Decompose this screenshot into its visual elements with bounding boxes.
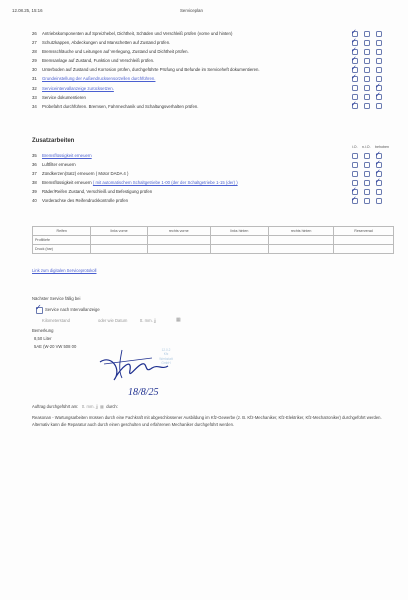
check-icon: ✓ [351,185,357,194]
item-text: Probefahrt durchführen. Bremsen, Fahrmechanik und Schaltungsverhalten prüfen. [42,103,199,109]
check-icon: ✓ [375,149,381,158]
status-checkboxes [351,63,392,74]
item-text: Antriebskomponenten auf Spreizhebel, Dichtheit, Schäden und Verschleiß prüfen (vorne und hinten) [42,31,233,36]
status-checkbox[interactable] [364,76,370,82]
tire-table-header: Reserverad [334,227,394,236]
service-protocol-link[interactable]: Link zum digitalen Serviceprotokoll [32,268,97,273]
status-checkboxes [351,100,392,110]
status-checkbox[interactable] [364,153,370,159]
column-header-io: i.O. [352,145,358,149]
list-item [32,72,357,83]
status-checkbox[interactable] [376,31,382,37]
status-checkbox[interactable] [364,67,370,73]
check-icon: ✓ [351,63,357,72]
footer-date-field[interactable]: tt. mm. jj [81,404,98,409]
list-item [32,27,357,38]
check-icon: ✓ [375,176,381,185]
check-icon: ✓ [351,27,357,36]
check-icon: ✓ [351,72,357,81]
signature-date: 18/8/25 [128,387,159,398]
list-item [32,100,357,111]
item-text: Räder/Reifen Zustand, Verschleiß und Befestigung prüfen [42,189,153,195]
list-item [32,45,357,56]
status-checkbox[interactable] [364,58,370,64]
status-checkbox[interactable] [376,189,382,195]
table-cell[interactable] [334,236,394,245]
item-extra-link[interactable]: ( mit automatischem Schaltgetriebe 1-00 (der der Schaltgetriebe 1-15 (der) ) [92,180,238,186]
item-number: 32 [32,85,37,91]
item-text[interactable]: Grundeinstellung der Außendrucksensorzellen durchführen. [42,76,156,82]
item-number: 39 [32,189,37,195]
list-item [32,194,357,205]
item-text: Unterboden auf Zustand und Korrosion prüfen, durchgeführte Prüfung und Befunde im Serviceheft dokumentieren. [42,67,260,73]
tire-table-header: Reifen [33,227,91,236]
status-checkbox[interactable] [376,58,382,64]
footer-line [32,404,118,409]
status-checkbox[interactable] [376,67,382,73]
table-cell[interactable] [210,236,268,245]
list-item [32,63,357,74]
item-number: 35 [32,153,37,158]
list-item [32,54,357,65]
status-checkbox[interactable] [352,171,358,177]
document-title: Serviceplan [180,8,203,13]
print-datetime: 12.08.25, 15:16 [12,8,43,13]
next-service-heading: Nächster Service fällig bei [32,296,81,301]
table-row [33,236,394,245]
item-number: 38 [32,180,37,186]
item-number: 26 [32,31,37,36]
status-checkbox[interactable] [364,85,370,91]
item-text: Luftfilter erneuern [42,162,76,168]
status-checkbox[interactable] [376,76,382,82]
status-checkbox[interactable] [376,49,382,55]
status-checkboxes [352,149,392,160]
km-field[interactable]: Kilometerstand [42,318,70,323]
item-text[interactable]: Bremsflüssigkeit erneuern [42,153,92,158]
status-checkboxes [352,167,392,178]
item-text: Bremsschläuche und Leitungen auf Verlegung, Zustand und Dichtheit prüfen. [42,49,189,55]
table-cell[interactable] [334,245,394,254]
remark-label: Bemerkung [32,328,54,333]
check-icon: ✓ [351,36,357,45]
item-text: Zündkerzen(Satz) erneuern ( Motor DADA 4 ) [42,171,129,177]
status-checkboxes [352,176,392,187]
table-row [33,245,394,254]
status-checkbox[interactable] [364,180,370,186]
list-item [32,36,357,47]
tire-table-header: rechts vorne [147,227,210,236]
table-cell[interactable] [210,245,268,254]
status-checkbox[interactable] [364,40,370,46]
tire-table-header: links vorne [91,227,147,236]
legal-note: Reasonan - Wartungsarbeiten müssen durch eine Fachkraft mit abgeschlossener Ausbildung im Kfz-Gewerbe (z. B. Kfz-Mechaniker, Kfz-Elektriker, Kfz-Mechatroniker) durchgeführt werden. Alternativ kann die Reparatur auch durch einen geschulten und erfahrenen Mechaniker durchgeführt werden. [32,415,382,427]
table-cell[interactable] [91,236,147,245]
status-checkboxes [351,72,392,83]
check-icon: ✓ [351,100,357,109]
signature [92,340,182,400]
list-item [32,176,381,187]
status-checkbox[interactable] [376,198,382,204]
item-number: 27 [32,40,37,46]
item-number: 36 [32,162,37,168]
list-item [32,149,381,160]
item-text: Service dokumentieren [42,94,86,100]
check-icon: ✓ [375,158,381,167]
calendar-icon[interactable]: ▦ [99,404,104,409]
check-icon: ✓ [351,54,357,63]
interval-option-label: Service nach Intervallanzeige [45,307,100,312]
status-checkboxes [351,54,392,65]
status-checkbox[interactable] [364,198,370,204]
item-text: Bremsflüssigkeit erneuern [42,180,92,186]
table-cell[interactable] [269,245,334,254]
status-checkboxes [352,91,392,101]
table-cell[interactable] [269,236,334,245]
status-checkbox[interactable] [352,180,358,186]
column-header-behoben: behoben [375,145,389,149]
list-item [32,185,357,196]
check-icon: ✓ [35,303,42,312]
service-items-list [32,27,381,111]
list-item [32,91,381,102]
table-cell[interactable] [147,245,210,254]
item-number: 33 [32,94,37,100]
column-header-nio: n.i.O. [362,145,371,149]
tire-table-header: rechts hinten [269,227,334,236]
footer-by-label: durch: [106,404,118,409]
status-checkbox[interactable] [364,189,370,195]
status-checkbox[interactable] [364,103,370,109]
status-checkboxes [351,27,392,38]
footer-label: Auftrag durchgeführt am: [32,404,79,409]
item-number: 30 [32,67,37,73]
status-checkbox[interactable] [352,162,358,168]
status-checkboxes [351,185,392,196]
status-checkboxes [351,45,392,56]
remark-line: 8,50 Liter [34,336,52,341]
table-cell[interactable] [91,245,147,254]
status-checkboxes [352,82,392,92]
item-text: Vorderachse des Reifendruckkontrolle prüfen [42,198,128,204]
status-checkbox[interactable] [364,49,370,55]
row-label: Druck (bar) [33,245,91,254]
row-label: Profiltiefe [33,236,91,245]
workshop-stamp: 12.0.2 Kfz Werkstatt GmbH [159,348,173,366]
check-icon: ✓ [375,167,381,176]
list-item [32,82,381,93]
item-number: 28 [32,49,37,55]
tire-table-header: links hinten [210,227,268,236]
item-text: Schutzkappen, Abdeckungen und Manschetten auf Zustand prüfen. [42,40,171,46]
status-checkboxes [352,158,392,169]
status-checkboxes [351,36,392,47]
status-checkboxes [351,194,392,205]
or-date-label: oder wie Datum [98,318,128,323]
item-text[interactable]: Serviceintervallanzeige zurücksetzen. [42,85,114,91]
status-checkbox[interactable] [364,31,370,37]
status-checkbox[interactable] [364,162,370,168]
item-number: 37 [32,171,37,177]
item-number: 40 [32,198,37,204]
check-icon: ✓ [351,194,357,203]
status-checkbox[interactable] [364,171,370,177]
item-text: Bremsanlage auf Zustand, Funktion und Verschleiß prüfen. [42,58,155,64]
check-icon: ✓ [375,82,381,91]
tire-table [32,226,394,254]
list-item [32,158,381,169]
remark-line: 5AE (W-20 VW 508 00 [34,344,77,349]
calendar-icon[interactable]: ▦ [176,317,181,323]
item-number: 29 [32,58,37,64]
table-cell[interactable] [147,236,210,245]
status-checkbox[interactable] [376,103,382,109]
list-item [32,167,381,178]
status-checkbox[interactable] [364,94,370,100]
section-title: Zusatzarbeiten [32,138,75,144]
item-number: 34 [32,103,37,109]
check-icon: ✓ [351,45,357,54]
date-field[interactable]: tt. mm. jj [140,318,156,323]
check-icon: ✓ [375,91,381,100]
status-checkbox[interactable] [352,85,358,91]
status-checkbox[interactable] [352,94,358,100]
extra-items-list [32,149,381,206]
item-number: 31 [32,76,37,82]
status-checkbox[interactable] [352,153,358,159]
status-checkbox[interactable] [376,40,382,46]
